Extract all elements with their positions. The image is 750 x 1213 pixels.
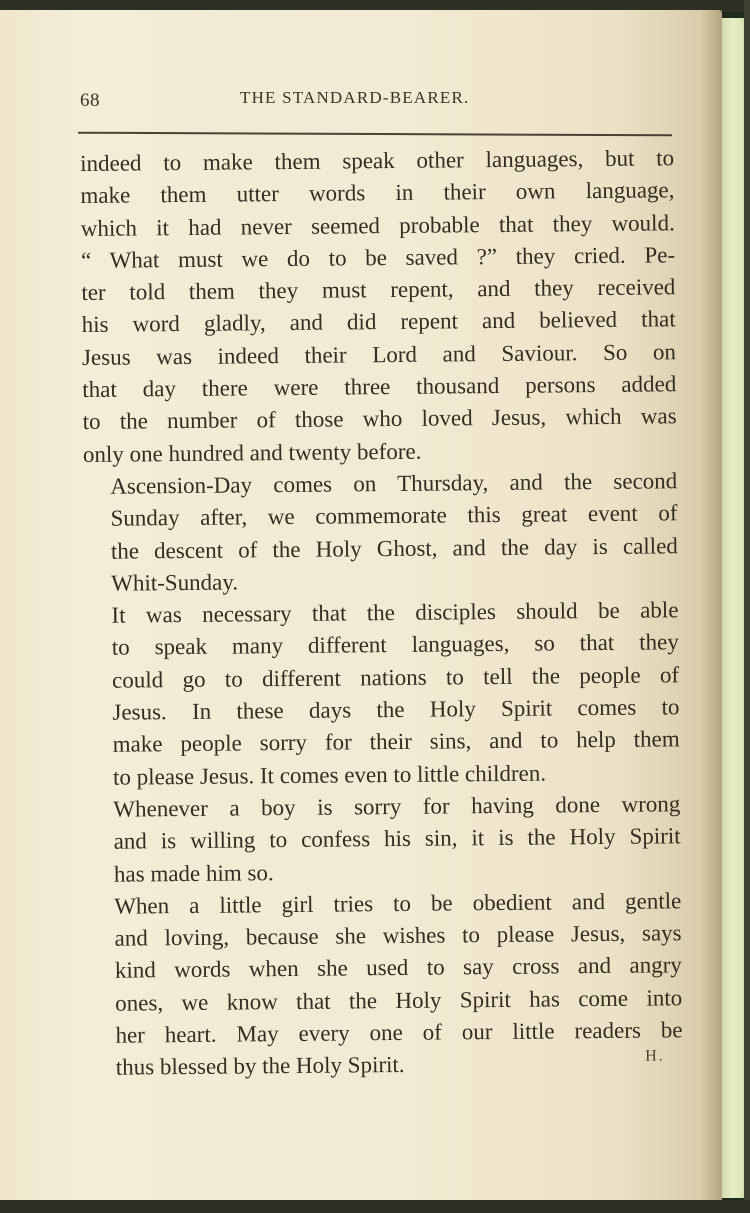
text-line: to speak many different languages, so that they bbox=[111, 629, 679, 661]
text-line: to please Jesus. It comes even to little children. bbox=[112, 760, 547, 790]
text-line: make people sorry for their sins, and to help them bbox=[112, 726, 680, 758]
text-line: Whenever a boy is sorry for having done wrong bbox=[113, 791, 681, 822]
text-line: thus blessed by the Holy Spirit. bbox=[115, 1052, 405, 1081]
text-line: Whit-Sunday. bbox=[111, 569, 239, 596]
running-header bbox=[78, 88, 670, 118]
text-line: make them utter words in their own language, bbox=[80, 177, 675, 209]
paragraph bbox=[87, 885, 683, 1084]
text-line: her heart. May every one of our little readers be bbox=[115, 1017, 683, 1048]
text-line: It was necessary that the disciples should be able bbox=[111, 597, 679, 628]
text-line: kind words when she used to say cross and angry bbox=[114, 952, 682, 984]
text-line: Jesus. In these days the Holy Spirit comes to bbox=[112, 694, 680, 725]
text-line: only one hundred and twenty before. bbox=[82, 438, 422, 467]
body-text bbox=[80, 142, 683, 1084]
text-line: When a little girl tries to be obedient and gentle bbox=[114, 888, 682, 919]
paragraph bbox=[80, 142, 677, 471]
page-gutter-shadow bbox=[700, 10, 722, 1203]
paragraph bbox=[84, 594, 680, 793]
text-line: “ What must we do to be saved ?” they cried. Pe- bbox=[80, 242, 676, 273]
scan-right-border bbox=[744, 0, 750, 1213]
text-line: ter told them they must repent, and they received bbox=[81, 274, 676, 306]
text-line: Sunday after, we commemorate this great event of bbox=[110, 500, 678, 531]
text-line: that day there were three thousand persons added bbox=[82, 371, 677, 403]
text-line: Ascension-Day comes on Thursday, and the second bbox=[110, 468, 678, 499]
running-title: THE STANDARD-BEARER. bbox=[240, 88, 470, 107]
text-line: indeed to make them speak other languages, but to bbox=[80, 145, 675, 176]
text-line: could go to different nations to tell the people of bbox=[111, 662, 680, 693]
scan-bottom-border bbox=[0, 1200, 750, 1213]
text-line: Jesus was indeed their Lord and Saviour. So on bbox=[81, 339, 677, 370]
page-number: 68 bbox=[80, 90, 100, 111]
author-initial: H. bbox=[645, 1047, 665, 1065]
text-line: which it had never seemed probable that they would. bbox=[80, 209, 675, 241]
text-line: ones, we know that the Holy Spirit has come into bbox=[115, 984, 683, 1016]
text-line: the descent of the Holy Ghost, and the day is called bbox=[110, 532, 678, 564]
text-line: has made him so. bbox=[113, 859, 274, 887]
text-line: to the number of those who loved Jesus, which was bbox=[82, 403, 677, 435]
paragraph bbox=[86, 788, 681, 891]
paragraph bbox=[83, 465, 678, 600]
text-line: his word gladly, and did repent and believed that bbox=[81, 306, 676, 338]
text-line: and is willing to confess his sin, it is the Holy Spirit bbox=[113, 823, 681, 854]
text-line: and loving, because she wishes to please Jesus, says bbox=[114, 920, 682, 951]
